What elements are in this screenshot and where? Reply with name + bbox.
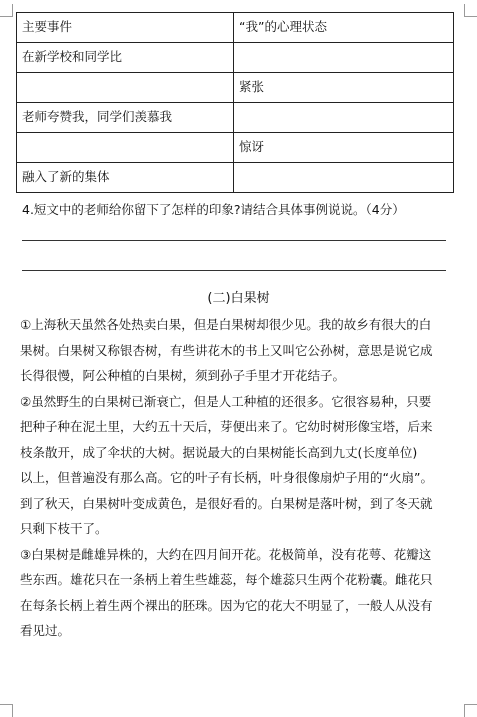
- answer-line[interactable]: [22, 240, 446, 241]
- text-line: 到了秋天，白果树叶变成黄色，是很好看的。白果树是落叶树，到了冬天就: [20, 495, 433, 511]
- question-4: 4.短文中的老师给你留下了怎样的印象?请结合具体事例说说。（4分）: [22, 202, 405, 217]
- emotion-cell: 惊讶: [234, 133, 454, 163]
- event-cell: 融入了新的集体: [17, 163, 234, 193]
- text-line: 以上，但普遍没有那么高。它的叶子有长柄，叶身很像扇炉子用的“火扇”。: [20, 470, 433, 485]
- text-line: 看见过。: [20, 623, 71, 638]
- table-row: [17, 73, 454, 103]
- emotion-cell[interactable]: [234, 103, 454, 133]
- table-row: [17, 133, 454, 163]
- table-header-cell: 主要事件: [17, 13, 234, 43]
- table-row: [17, 163, 454, 193]
- text-line: 长得很慢，阿公种植的白果树，须到孙子手里才开花结子。: [20, 368, 346, 383]
- event-cell: 在新学校和同学比: [17, 43, 234, 73]
- answer-line[interactable]: [22, 270, 446, 271]
- text-line: 些东西。雄花只在一条柄上着生些雄蕊，每个雄蕊只生两个花粉囊。雌花只: [20, 572, 433, 587]
- table-header-row: [17, 13, 454, 43]
- emotion-cell: 紧张: [234, 73, 454, 103]
- article-body: [20, 312, 456, 644]
- emotion-cell[interactable]: [234, 163, 454, 193]
- text-line: ①上海秋天虽然各处热卖白果，但是白果树却很少见。我的故乡有很大的白: [20, 317, 432, 332]
- table-row: [17, 103, 454, 133]
- crop-mark-top-right: [464, 4, 477, 17]
- crop-mark-top-left: [0, 4, 13, 17]
- text-line: 枝条散开，成了伞状的大树。据说最大的白果树能长高到九丈(长度单位): [20, 444, 418, 460]
- text-line: 只剩下枝干了。: [20, 521, 108, 536]
- table-row: [17, 43, 454, 73]
- text-line: 果树。白果树又称银杏树，有些讲花木的书上又叫它公孙树，意思是说它成: [20, 342, 433, 358]
- text-line: ③白果树是雌雄异株的，大约在四月间开花。花极简单，没有花萼、花瓣这: [20, 546, 432, 562]
- section-title: (二)白果树: [207, 291, 270, 306]
- text-line: 把种子种在泥土里，大约五十天后，芽便出来了。它幼时树形像宝塔，后来: [20, 419, 433, 434]
- table-header-cell: “我”的心理状态: [234, 13, 454, 43]
- text-line: ②虽然野生的白果树已渐衰亡，但是人工种植的还很多。它很容易种，只要: [20, 393, 432, 409]
- event-emotion-table: [16, 12, 454, 193]
- event-cell: 老师夸赞我，同学们羡慕我: [17, 103, 234, 133]
- crop-mark-bottom-right: [464, 704, 477, 717]
- emotion-cell[interactable]: [234, 43, 454, 73]
- event-cell[interactable]: [17, 73, 234, 103]
- event-cell[interactable]: [17, 133, 234, 163]
- crop-mark-bottom-left: [0, 704, 13, 717]
- text-line: 在每条长柄上着生两个裸出的胚珠。因为它的花大不明显了，一般人从没有: [20, 597, 433, 613]
